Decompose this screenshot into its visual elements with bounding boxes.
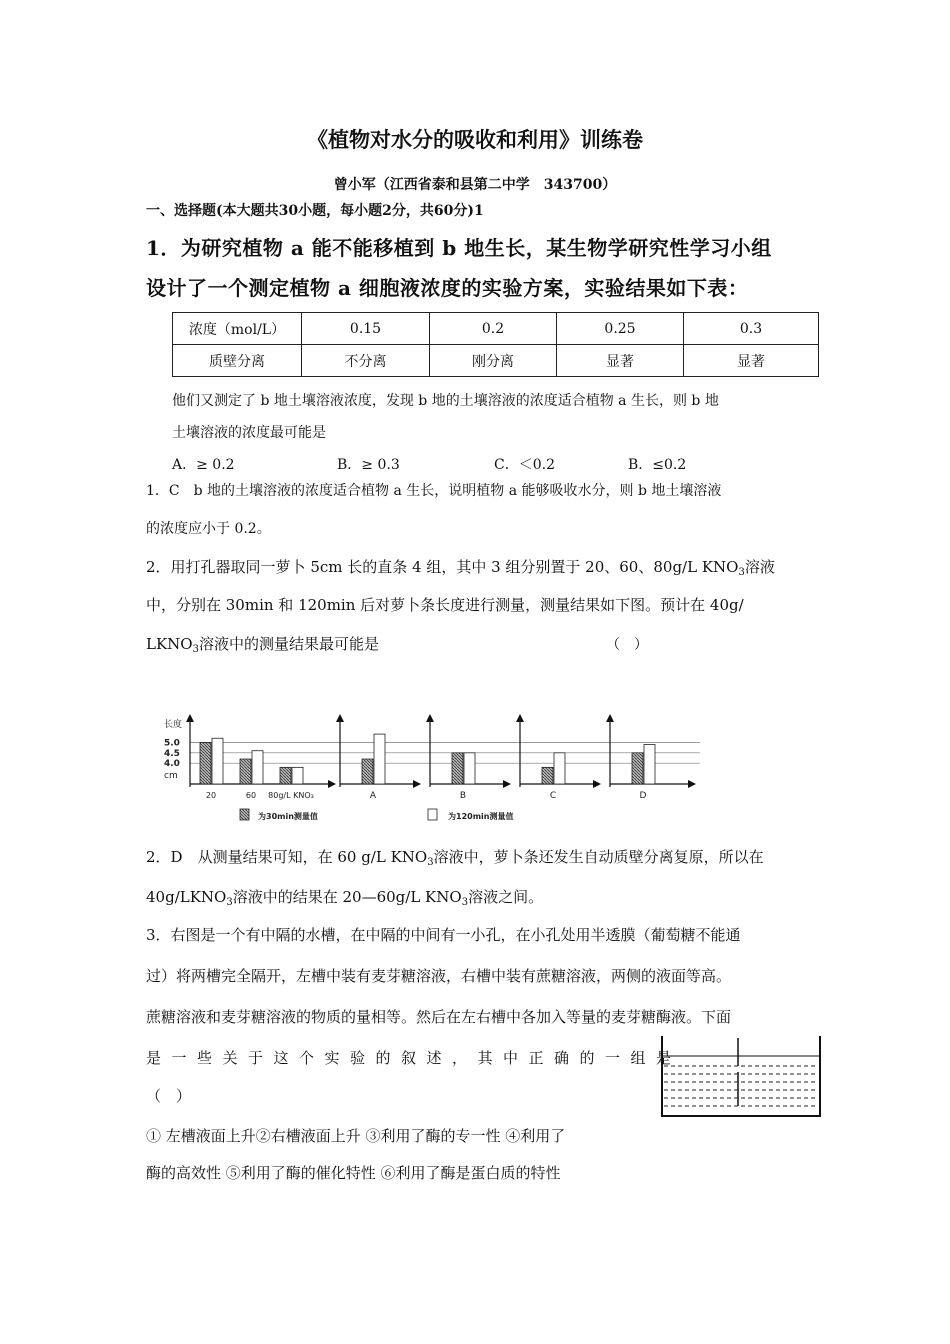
panel-label: C (549, 791, 557, 801)
table-cell: 0.15 (302, 313, 430, 345)
bar-30min (200, 742, 211, 784)
bar-30min (632, 753, 643, 784)
page-title: 《植物对水分的吸收和利用》训练卷 (307, 127, 643, 152)
q1-stem-line1: 1．为研究植物 a 能不能移植到 b 地生长，某生物学研究性学习小组 (146, 236, 772, 260)
q1-answer-line1: 1．C b 地的土壤溶液的浓度适合植物 a 生长，说明植物 a 能够吸收水分，则 b 地土壤溶液 (146, 483, 722, 499)
q3-line2: 过）将两槽完全隔开，左槽中装有麦芽糖溶液，右槽中装有蔗糖溶液，两侧的液面等高。 (146, 967, 732, 985)
y-tick-label: 4.5 (164, 748, 180, 759)
q1-stem-line2: 设计了一个测定植物 a 细胞液浓度的实验方案，实验结果如下表： (146, 276, 749, 300)
panel-label: A (369, 791, 377, 801)
section-header: 一、选择题(本大题共30小题，每小题2分，共60分)1 (146, 203, 484, 219)
x-axis-arrow (503, 780, 511, 788)
y-axis-arrow (516, 714, 524, 722)
bar-120min (252, 751, 263, 784)
legend-swatch-120min (428, 809, 437, 820)
q3-line3: 蔗糖溶液和麦芽糖溶液的物质的量相等。然后在左右槽中各加入等量的麦芽糖酶液。下面 (146, 1008, 732, 1026)
bar-120min (212, 738, 223, 784)
q1-answer-line2: 的浓度应小于 0.2。 (146, 521, 271, 537)
legend-label-120min: 为120min测量值 (448, 812, 514, 821)
q2-line2: 中，分别在 30min 和 120min 后对萝卜条长度进行测量，测量结果如下图。预计在 40g/ (146, 596, 744, 614)
table-cell: 0.2 (430, 313, 557, 345)
bar-120min (374, 734, 385, 784)
concentration-table (172, 312, 819, 377)
bar-120min (292, 767, 303, 784)
legend-swatch-30min (240, 809, 249, 820)
tank-walls (662, 1036, 820, 1116)
q2-line3: $LKNO_3$溶液中的测量结果最可能是 (146, 635, 379, 655)
table-cell: 0.25 (557, 313, 684, 345)
q3-line4: 是一些关于这个实验的叙述，其中正确的一组是 (146, 1049, 682, 1067)
x-tick-label: 60 (245, 791, 257, 800)
table-cell: 不分离 (302, 345, 430, 377)
table-cell: 浓度（mol/L） (173, 313, 302, 345)
y-axis-arrow (426, 714, 434, 722)
q1-option-d: B．≤0.2 (628, 457, 687, 473)
q3-line6: ① 左槽液面上升②右槽液面上升 ③利用了酶的专一性 ④利用了 (146, 1127, 566, 1145)
y-axis-label: 长度 (164, 720, 183, 730)
y-axis-arrow (186, 714, 194, 722)
bar-chart (160, 712, 710, 827)
y-tick-label: 4.0 (164, 759, 180, 770)
bar-120min (554, 753, 565, 784)
y-axis-arrow (336, 714, 344, 722)
x-axis-arrow (688, 780, 696, 788)
q3-line1: 3．右图是一个有中隔的水槽，在中隔的中间有一小孔，在小孔处用半透膜（葡萄糖不能通 (146, 926, 741, 944)
x-tick-label: 80g/L KNO₃ (268, 791, 314, 800)
bar-30min (542, 767, 553, 784)
q3-line5: （ ） (146, 1087, 192, 1105)
author-line: 曾小军（江西省泰和县第二中学 343700） (333, 177, 617, 193)
y-axis-arrow (606, 714, 614, 722)
panel-label: D (639, 791, 647, 801)
x-axis-arrow (328, 780, 336, 788)
q1-option-b: B．≥ 0.3 (337, 457, 400, 473)
table-row (173, 345, 819, 377)
bar-30min (452, 753, 463, 784)
bar-120min (644, 744, 655, 784)
q2-answer-bracket: （ ） (606, 637, 648, 653)
q1-follow-line1: 他们又测定了 b 地土壤溶液浓度，发现 b 地的土壤溶液的浓度适合植物 a 生长，则 b 地 (172, 393, 719, 409)
bar-30min (240, 759, 251, 784)
q3-line7: 酶的高效性 ⑤利用了酶的催化特性 ⑥利用了酶是蛋白质的特性 (146, 1164, 561, 1182)
y-unit-label: cm (164, 771, 178, 781)
bar-30min (280, 767, 291, 784)
table-row (173, 313, 819, 345)
q1-option-a: A．≥ 0.2 (172, 457, 235, 473)
y-tick-label: 5.0 (164, 738, 180, 749)
x-tick-label: 20 (205, 791, 217, 800)
water-tank-diagram (660, 1036, 822, 1118)
x-axis-arrow (593, 780, 601, 788)
q2-answer-line2: $40g/LKNO_3$溶液中的结果在 20—60g/L $KNO_3$溶液之间。 (146, 888, 544, 908)
table-cell: 质壁分离 (173, 345, 302, 377)
table-cell: 刚分离 (430, 345, 557, 377)
legend-label-30min: 为30min测量值 (258, 812, 318, 821)
x-axis-arrow (413, 780, 421, 788)
table-cell: 显著 (684, 345, 819, 377)
q1-follow-line2: 土壤溶液的浓度最可能是 (172, 425, 326, 441)
table-cell: 显著 (557, 345, 684, 377)
table-cell: 0.3 (684, 313, 819, 345)
bar-120min (464, 753, 475, 784)
q2-answer-line1: 2．D 从测量结果可知，在 60 g/L $KNO_3$溶液中，萝卜条还发生自动质壁分离复原，所以在 (146, 848, 764, 868)
panel-label: B (459, 791, 467, 801)
q2-line1: 2．用打孔器取同一萝卜 5cm 长的直条 4 组，其中 3 组分别置于 20、60、80g/L $KNO_3$溶液 (146, 558, 775, 578)
bar-30min (362, 759, 373, 784)
q1-option-c: C．＜0.2 (494, 457, 555, 473)
liquid-fill (664, 1066, 818, 1106)
